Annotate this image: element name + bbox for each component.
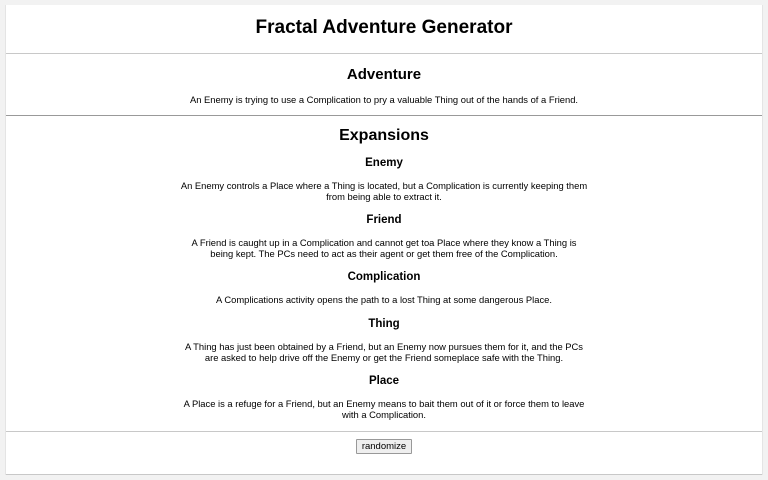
adventure-text: An Enemy is trying to use a Complication to pry a valuable Thing out of the hands of a Friend. [189,94,579,105]
divider [6,53,762,54]
adventure-section [6,66,762,105]
main-container [5,5,763,475]
expansions-section [6,127,762,145]
expansion-heading: Friend [366,214,402,226]
actions [6,436,762,454]
randomize-button[interactable]: randomize [356,439,412,454]
expansion-place [6,375,762,420]
expansion-enemy [6,157,762,202]
page-title: Fractal Adventure Generator [255,17,513,38]
expansion-friend [6,214,762,259]
expansion-text: A Place is a refuge for a Friend, but an Enemy means to bait them out of it or force them to leave with a Complication. [183,398,585,420]
adventure-heading: Adventure [346,66,422,83]
expansions-heading: Expansions [339,127,429,144]
expansion-text: A Friend is caught up in a Complication and cannot get toa Place where they know a Thing is being kept. The PCs need to act as their agent or get them free of the Complication. [191,237,577,259]
expansion-complication [6,271,762,305]
expansion-thing [6,318,762,363]
expansion-heading: Thing [368,318,400,330]
expansion-heading: Place [368,375,400,387]
page-title-block [6,17,762,39]
divider [6,431,762,432]
expansion-text: A Thing has just been obtained by a Friend, but an Enemy now pursues them for it, and the PCs are asked to help drive off the Enemy or get the Friend someplace safe with the Thing. [185,341,583,363]
container-bottom-border [6,474,762,475]
expansion-text: An Enemy controls a Place where a Thing is located, but a Complication is currently keeping them from being able to extract it. [180,180,588,202]
expansion-text: A Complications activity opens the path to a lost Thing at some dangerous Place. [216,294,552,305]
divider [6,115,762,116]
expansion-heading: Enemy [365,157,403,169]
expansion-heading: Complication [347,271,421,283]
